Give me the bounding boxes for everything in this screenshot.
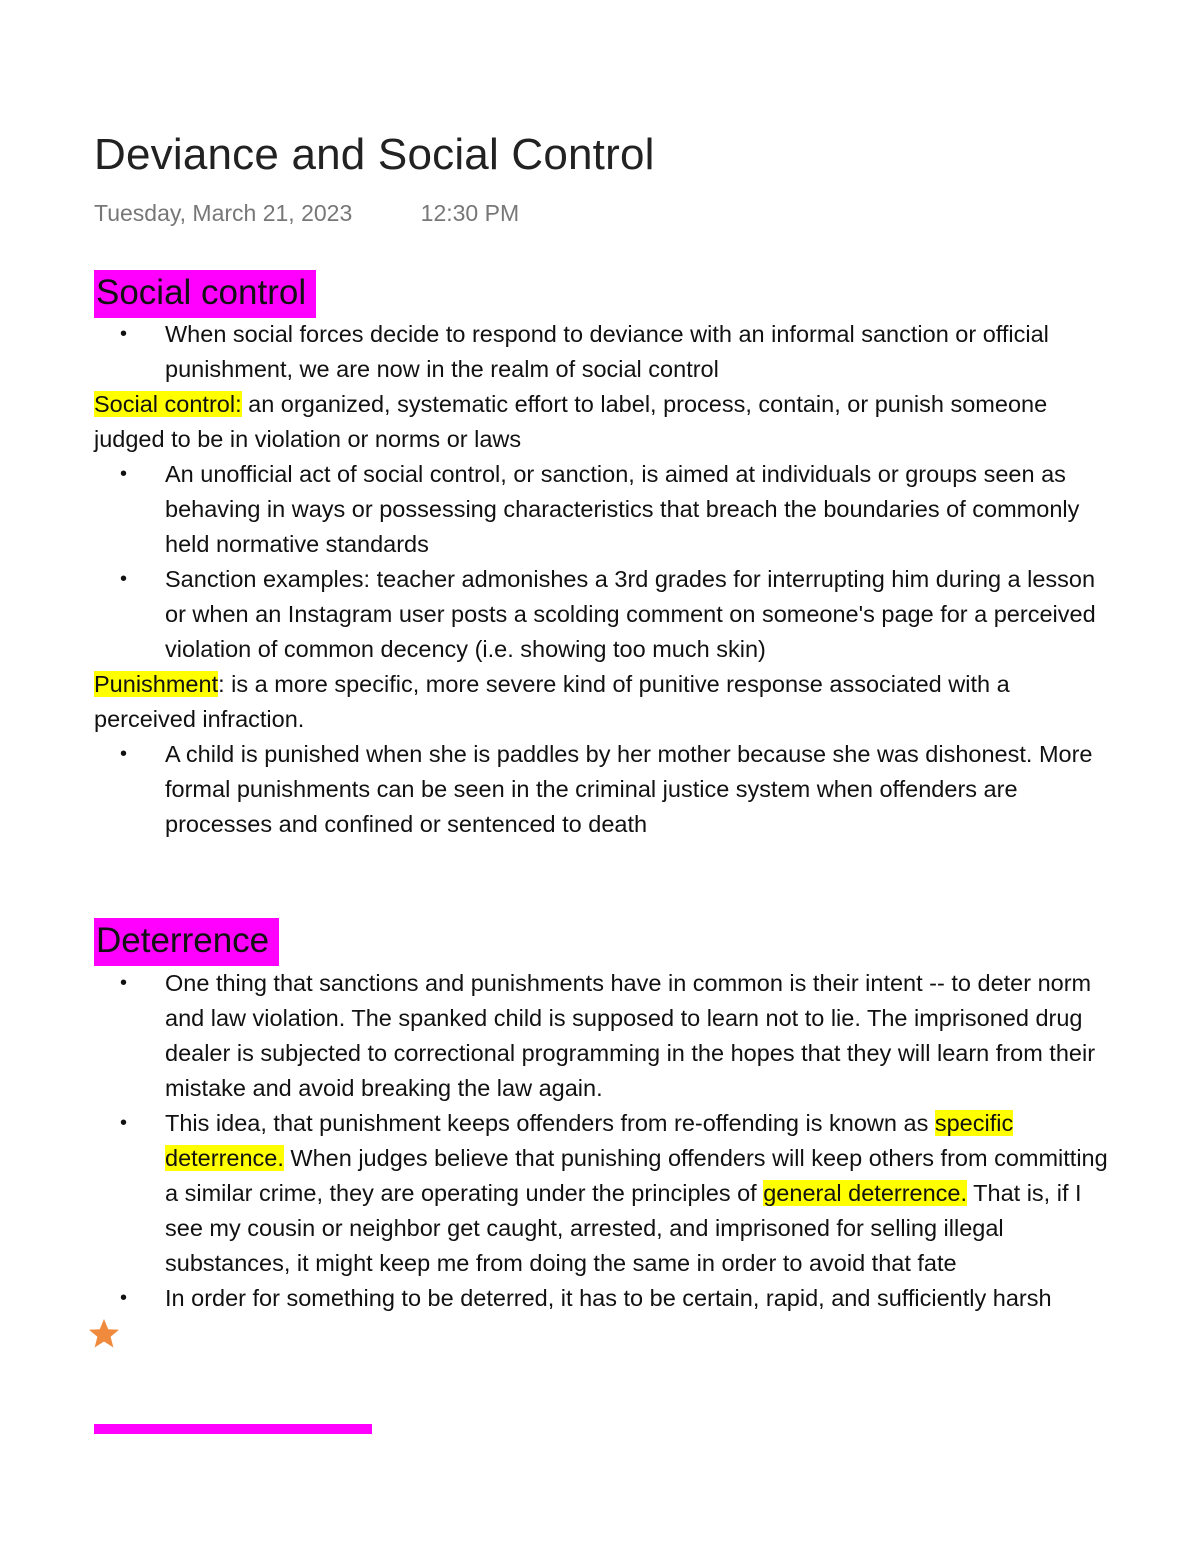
highlighted-term: Social control: (94, 391, 242, 417)
list-item (94, 317, 1114, 387)
bullet-dot: • (120, 463, 128, 485)
bullet-text: In order for something to be deterred, it has to be certain, rapid, and sufficiently harsh (165, 1285, 1052, 1311)
heading-social-control: Social control (94, 270, 316, 318)
bullet-dot: • (120, 1112, 128, 1134)
note-date: Tuesday, March 21, 2023 (94, 200, 353, 226)
heading-labeling-theory (94, 1424, 372, 1434)
list-item (94, 457, 1114, 562)
bullet-dot: • (120, 743, 128, 765)
bullet-text-part: That is, if I see my cousin or neighbor get caught, arrested, and imprisoned for selling illegal substances, it might keep me from doing the same in order to avoid that fate (165, 1180, 1082, 1276)
bullet-text: Sanction examples: teacher admonishes a 3rd grades for interrupting him during a lesson or when an Instagram user posts a scolding comment on someone's page for a perceived violation of common decency (i.e. showing too much skin) (165, 566, 1096, 662)
list-item (94, 966, 1114, 1106)
bullet-dot: • (120, 323, 128, 345)
list-item (94, 737, 1114, 842)
bullet-text: One thing that sanctions and punishments have in common is their intent -- to deter norm and law violation. The spanked child is supposed to learn not to lie. The imprisoned drug dealer is subjected to correctional programming in the hopes that they will learn from their mistake and avoid breaking the law again. (165, 970, 1096, 1101)
bullet-dot: • (120, 1287, 128, 1309)
definition-punishment (94, 667, 1114, 737)
highlighted-term: specific deterrence. (165, 1110, 1014, 1171)
definition-social-control (94, 387, 1114, 457)
star-shape (89, 1319, 119, 1348)
bullet-text: When social forces decide to respond to deviance with an informal sanction or official punishment, we are now in the realm of social control (165, 321, 1049, 382)
bullet-text-part: This idea, that punishment keeps offenders from re-offending is known as (165, 1110, 935, 1136)
list-item (94, 1106, 1114, 1281)
bullet-text: An unofficial act of social control, or sanction, is aimed at individuals or groups seen as behaving in ways or possessing characteristics that breach the boundaries of commonly held normative standards (165, 461, 1080, 557)
highlighted-term: general deterrence. (763, 1180, 968, 1206)
heading-deterrence: Deterrence (94, 918, 279, 966)
list-item (94, 1281, 1114, 1316)
definition-text: an organized, systematic effort to label, process, contain, or punish someone judged to be in violation or norms or laws (94, 391, 1048, 452)
definition-text: : is a more specific, more severe kind of punitive response associated with a perceived infraction. (94, 671, 1010, 732)
page-title: Deviance and Social Control (94, 130, 655, 179)
bullet-text: A child is punished when she is paddles by her mother because she was dishonest. More formal punishments can be seen in the criminal justice system when offenders are processes and confined or sentenced to death (165, 741, 1093, 837)
bullet-dot: • (120, 972, 128, 994)
note-timestamp (94, 200, 519, 227)
highlighted-term: Punishment (94, 671, 219, 697)
note-time: 12:30 PM (420, 200, 520, 226)
page-bottom-margin (0, 1434, 1200, 1553)
section-deterrence (94, 966, 1114, 1316)
star-icon (88, 1318, 120, 1350)
list-item (94, 562, 1114, 667)
bullet-text-part: When judges believe that punishing offenders will keep others from committing a similar crime, they are operating under the principles of (165, 1145, 1108, 1206)
section-social-control (94, 317, 1114, 842)
bullet-dot: • (120, 568, 128, 590)
